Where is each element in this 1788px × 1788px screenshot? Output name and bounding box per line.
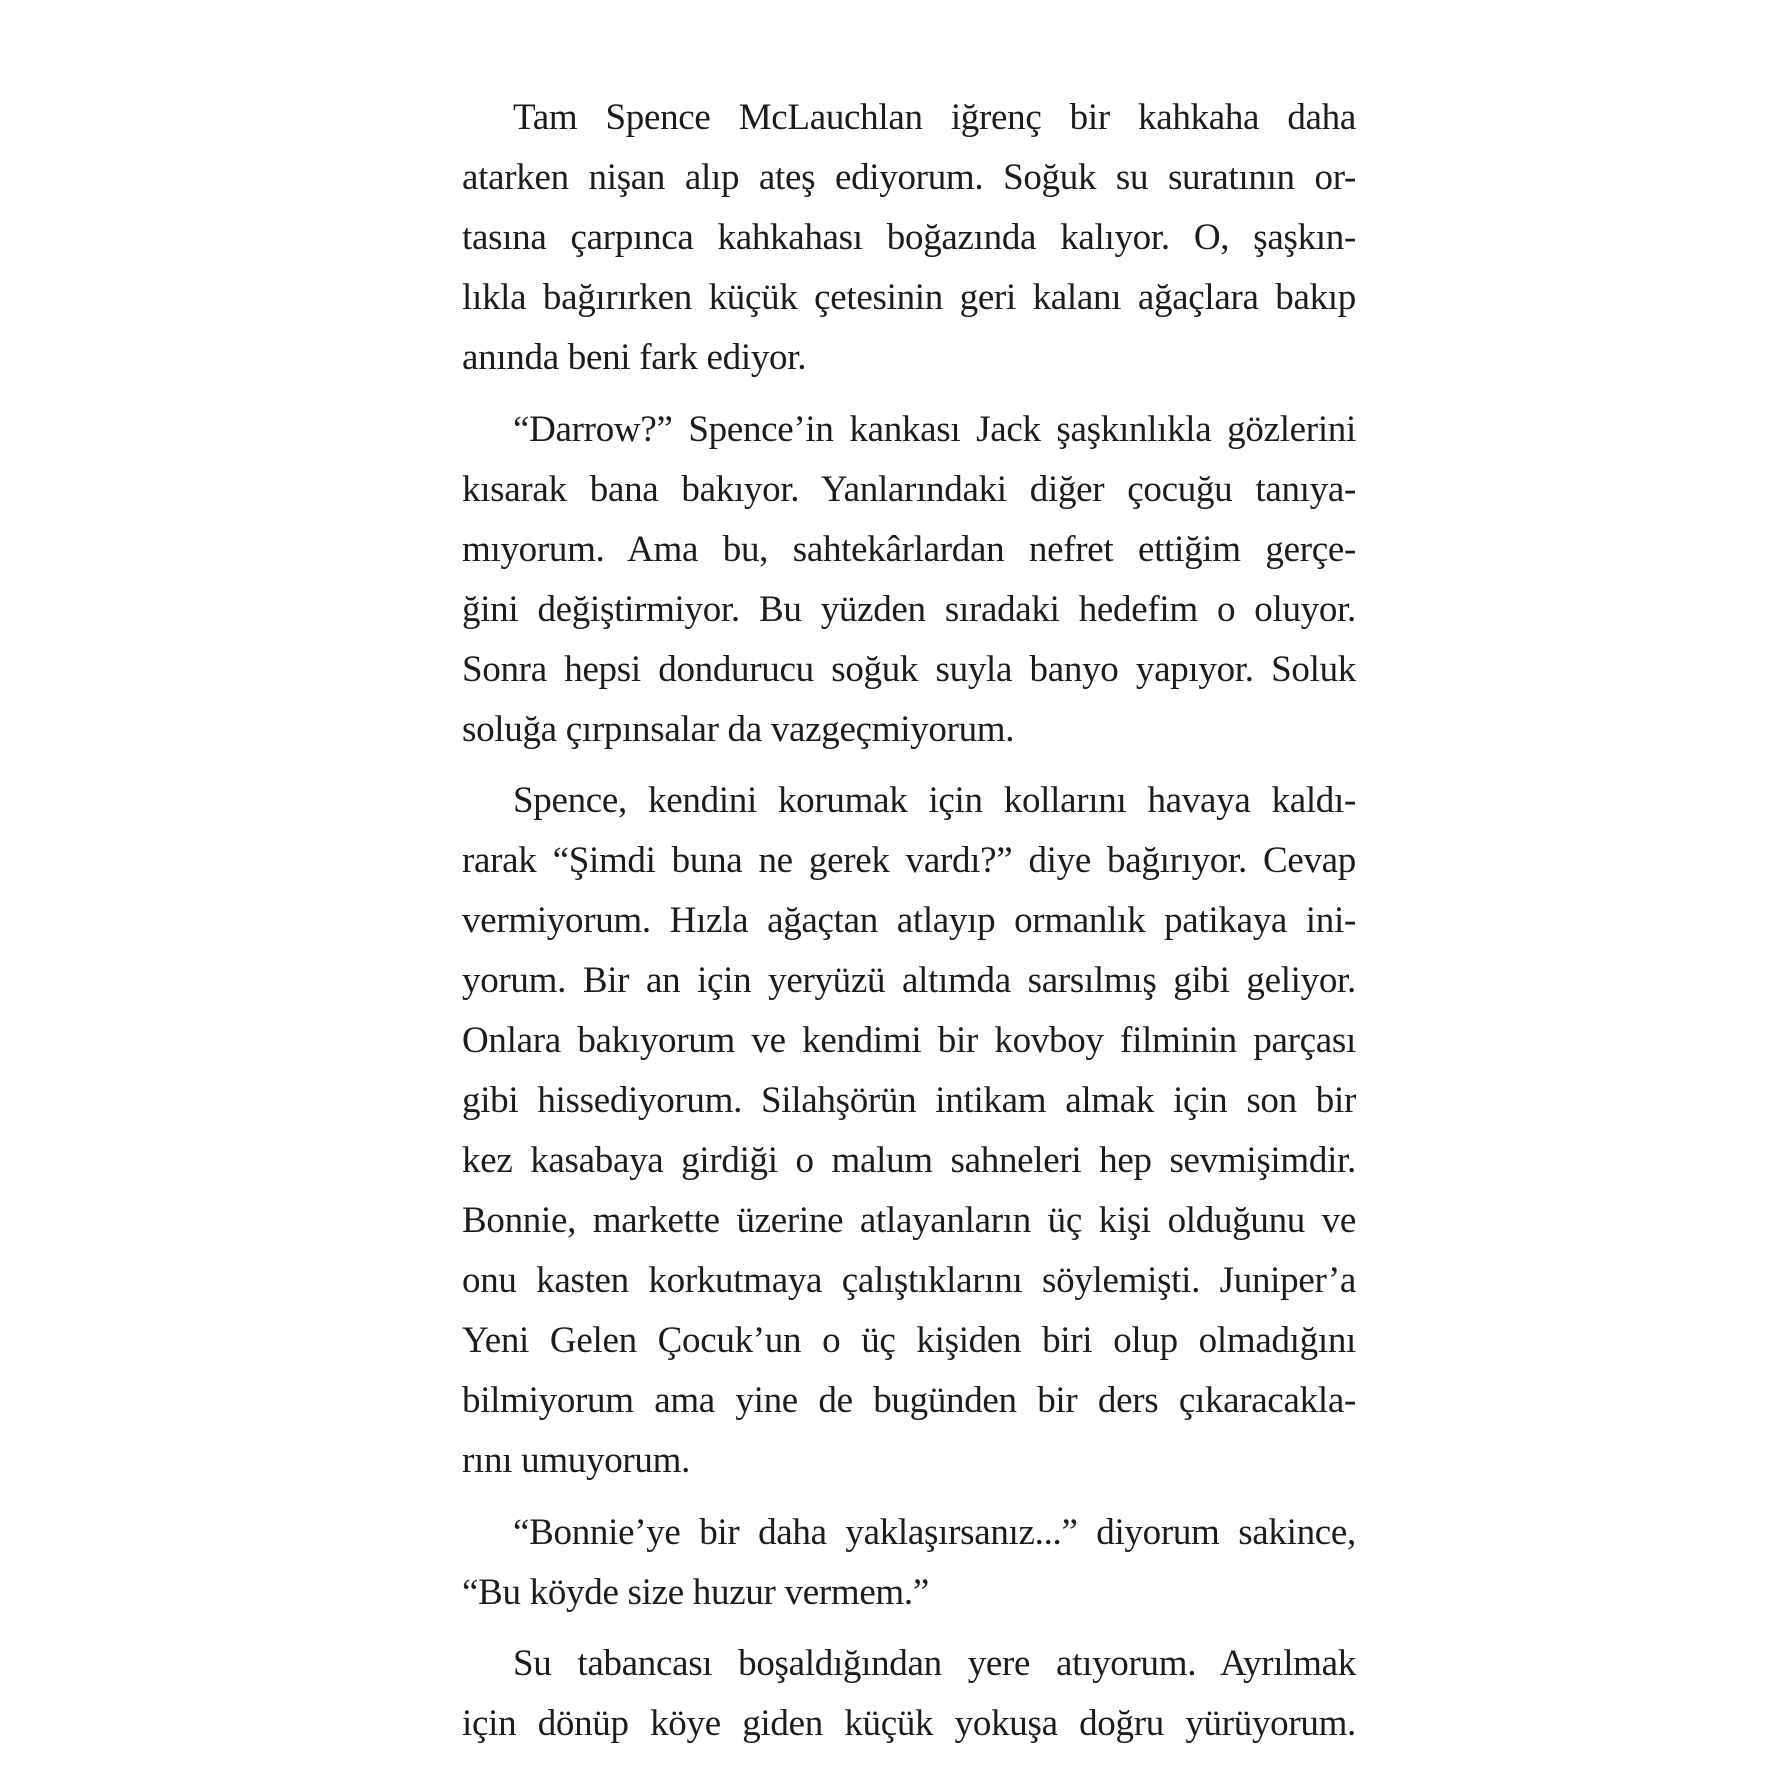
text-line: Yeni Gelen Çocuk’un o üç kişiden biri olup olmadığını (462, 1320, 1356, 1361)
text-line: Sonra hepsi dondurucu soğuk suyla banyo yapıyor. Soluk (462, 648, 1356, 690)
paragraph-5 (462, 1634, 1356, 1754)
paragraph-2 (462, 400, 1356, 760)
text-line: onu kasten korkutmaya çalıştıklarını söylemişti. Juniper’a (462, 1260, 1356, 1301)
paragraph-1 (462, 88, 1356, 388)
text-line: bilmiyorum ama yine de bugünden bir ders çıkaracakla- (462, 1380, 1356, 1421)
text-line: Bonnie, markette üzerine atlayanların üç kişi olduğunu ve (462, 1200, 1356, 1241)
paragraph-4 (462, 1503, 1356, 1623)
text-line: “Darrow?” Spence’in kankası Jack şaşkınlıkla gözlerini (513, 408, 1356, 450)
book-page (462, 88, 1356, 1766)
text-line: mıyorum. Ama bu, sahtekârlardan nefret ettiğim gerçe- (462, 528, 1356, 570)
text-line: Su tabancası boşaldığından yere atıyorum. Ayrılmak (513, 1643, 1356, 1684)
text-line: kez kasabaya girdiği o malum sahneleri hep sevmişimdir. (462, 1140, 1356, 1181)
text-line: anında beni fark ediyor. (462, 337, 807, 378)
text-line: için dönüp köye giden küçük yokuşa doğru yürüyorum. (462, 1703, 1356, 1744)
text-line: yorum. Bir an için yeryüzü altımda sarsılmış gibi geliyor. (462, 960, 1356, 1001)
text-line: atarken nişan alıp ateş ediyorum. Soğuk su suratının or- (462, 157, 1356, 198)
text-line: soluğa çırpınsalar da vazgeçmiyorum. (462, 708, 1015, 750)
text-line: “Bu köyde size huzur vermem.” (462, 1571, 929, 1613)
text-line: gibi hissediyorum. Silahşörün intikam almak için son bir (462, 1080, 1356, 1121)
text-line: lıkla bağırırken küçük çetesinin geri kalanı ağaçlara bakıp (462, 277, 1356, 318)
text-line: Spence, kendini korumak için kollarını havaya kaldı- (513, 780, 1356, 821)
text-line: ğini değiştirmiyor. Bu yüzden sıradaki hedefim o oluyor. (462, 588, 1356, 630)
text-line: rarak “Şimdi buna ne gerek vardı?” diye bağırıyor. Cevap (462, 840, 1356, 881)
text-line: Tam Spence McLauchlan iğrenç bir kahkaha daha (513, 97, 1356, 138)
text-line: rını umuyorum. (462, 1440, 691, 1481)
text-line: tasına çarpınca kahkahası boğazında kalıyor. O, şaşkın- (462, 217, 1356, 258)
paragraph-3 (462, 771, 1356, 1491)
text-line: “Bonnie’ye bir daha yaklaşırsanız...” diyorum sakince, (513, 1511, 1356, 1553)
text-line: Onlara bakıyorum ve kendimi bir kovboy filminin parçası (462, 1020, 1356, 1061)
text-line: vermiyorum. Hızla ağaçtan atlayıp ormanlık patikaya ini- (462, 900, 1356, 941)
text-line: kısarak bana bakıyor. Yanlarındaki diğer çocuğu tanıya- (462, 468, 1356, 510)
